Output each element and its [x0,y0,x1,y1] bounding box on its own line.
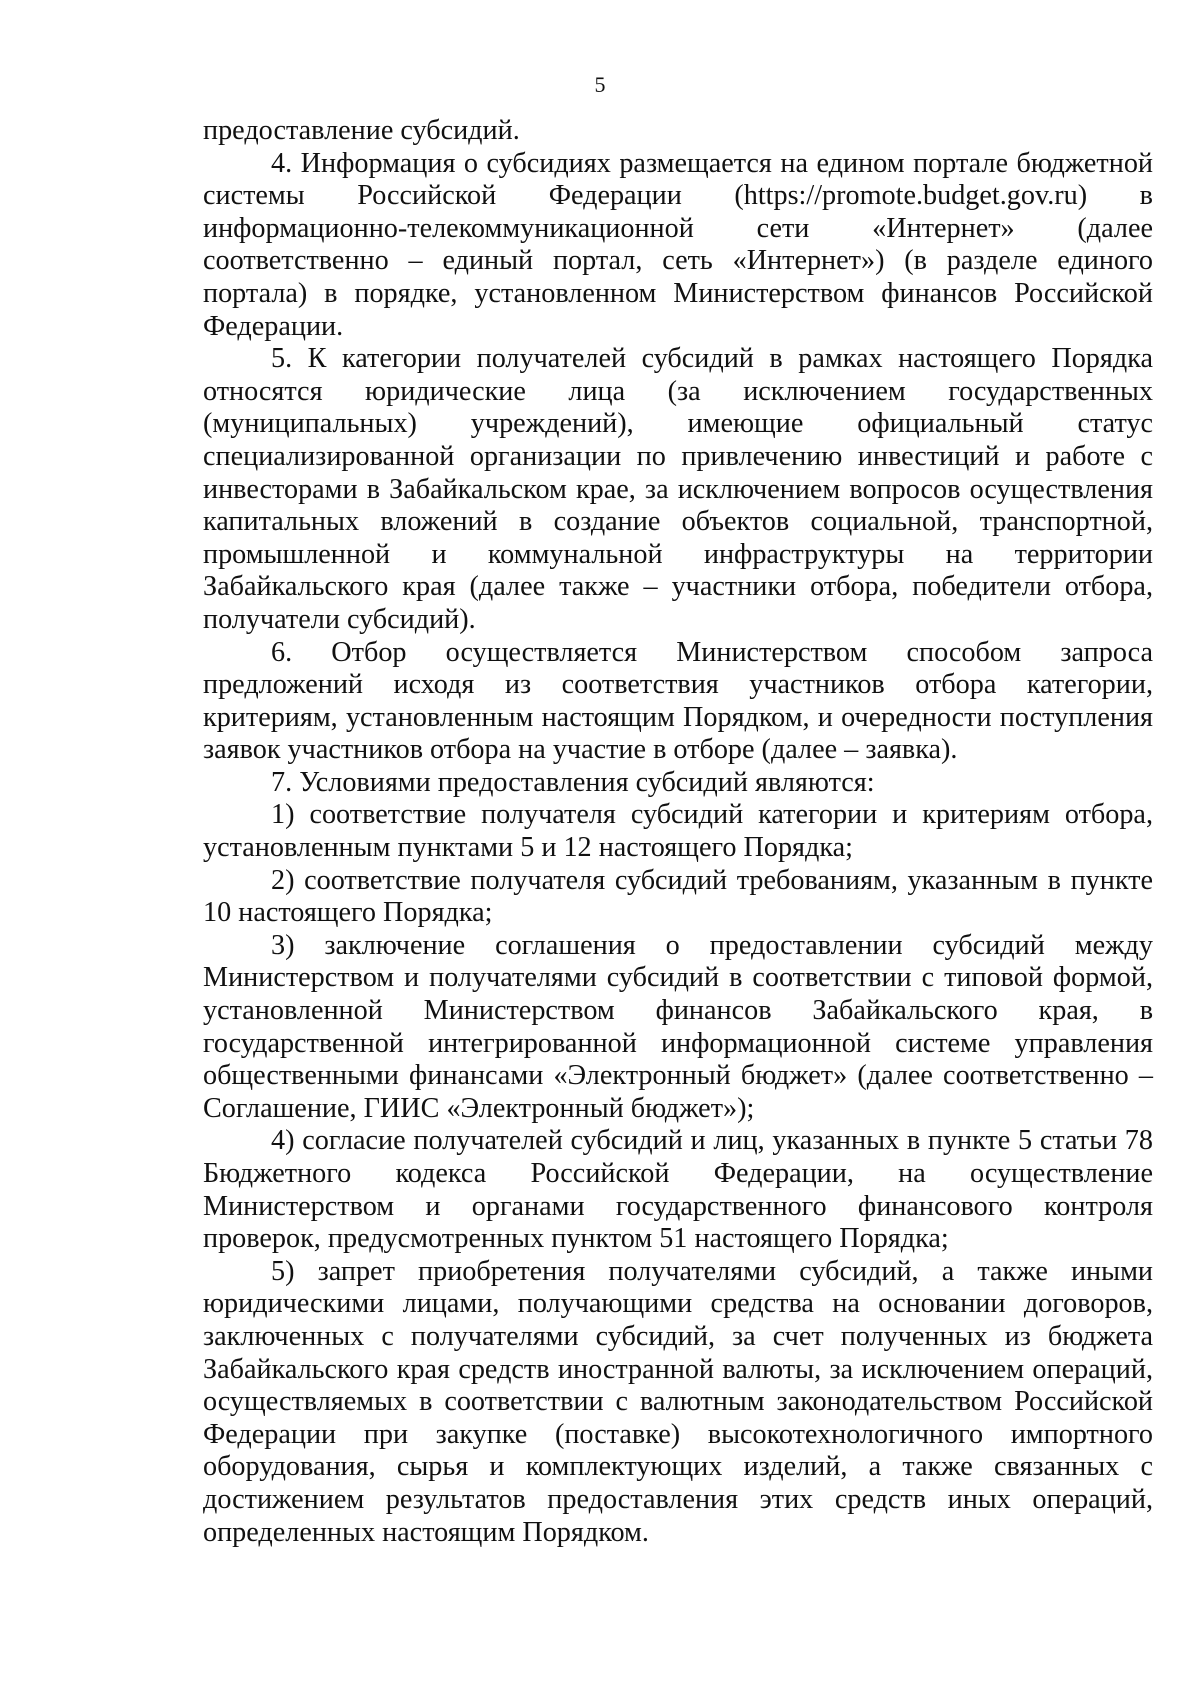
subitem-7-2: 2) соответствие получателя субсидий требованиям, указанным в пункте 10 настоящего Порядка; [203,864,1153,929]
subitem-7-3: 3) заключение соглашения о предоставлении субсидий между Министерством и получателями субсидий в соответствии с типовой формой, установленной Министерством финансов Забайкальского края, в государственной интегрированной информационной системе управления общественными финансами «Электронный бюджет» (далее соответственно – Соглашение, ГИИС «Электронный бюджет»); [203,929,1153,1124]
paragraph-item-6: 6. Отбор осуществляется Министерством способом запроса предложений исходя из соответствия участников отбора категории, критериям, установленным настоящим Порядком, и очередности поступления заявок участников отбора на участие в отборе (далее – заявка). [203,636,1153,766]
page-number: 5 [594,72,606,97]
paragraph-continuation: предоставление субсидий. [203,115,520,146]
subitem-7-4: 4) согласие получателей субсидий и лиц, указанных в пункте 5 статьи 78 Бюджетного кодекса Российской Федерации, на осуществление Министерством и органами государственного финансового контроля проверок, предусмотренных пунктом 51 настоящего Порядка; [203,1125,1153,1255]
subitem-7-1: 1) соответствие получателя субсидий категории и критериям отбора, установленным пунктами 5 и 12 настоящего Порядка; [203,799,1153,864]
subitem-7-5: 5) запрет приобретения получателями субсидий, а также иными юридическими лицами, получающими средства на основании договоров, заключенных с получателями субсидий, за счет полученных из бюджета Забайкальского края средств иностранной валюты, за исключением операций, осуществляемых в соответствии с валютным законодательством Российской Федерации при закупке (поставке) высокотехнологичного импортного оборудования, сырья и комплектующих изделий, а также связанных с достижением результатов предоставления этих средств иных операций, определенных настоящим Порядком. [203,1255,1153,1548]
document-body [203,115,1153,1549]
paragraph-item-7: 7. Условиями предоставления субсидий являются: [271,766,875,798]
paragraph-item-5: 5. К категории получателей субсидий в рамках настоящего Порядка относятся юридические лица (за исключением государственных (муниципальных) учреждений), имеющие официальный статус специализированной организации по привлечению инвестиций и работе с инвесторами в Забайкальском крае, за исключением вопросов осуществления капитальных вложений в создание объектов социальной, транспортной, промышленной и коммунальной инфраструктуры на территории Забайкальского края (далее также – участники отбора, победители отбора, получатели субсидий). [203,343,1153,635]
paragraph-item-4: 4. Информация о субсидиях размещается на едином портале бюджетной системы Российской Федерации (https://promote.budget.gov.ru) в информационно-телекоммуникационной сети «Интернет» (далее соответственно – единый портал, сеть «Интернет») (в разделе единого портала) в порядке, установленном Министерством финансов Российской Федерации. [203,147,1153,342]
